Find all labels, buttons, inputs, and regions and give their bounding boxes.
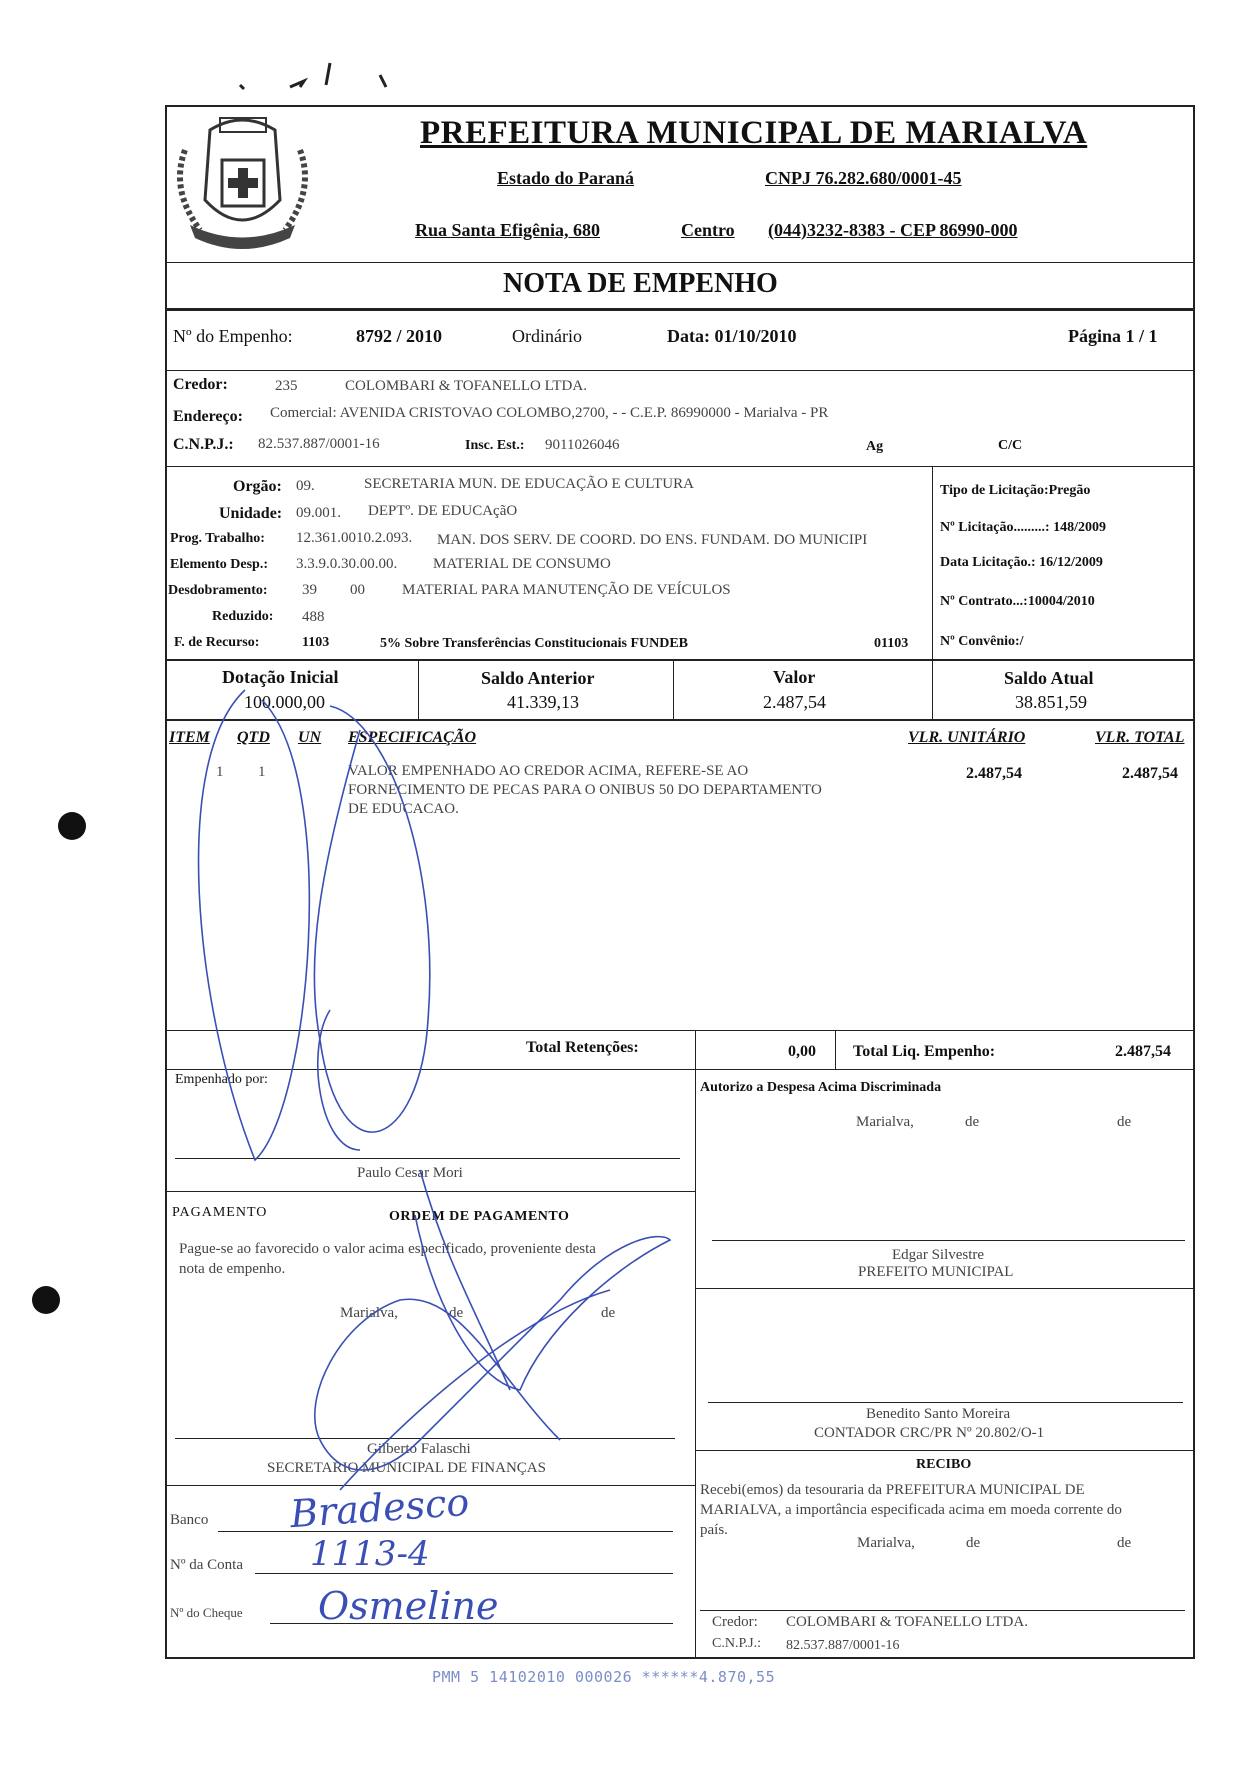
- contrato-numero: Nº Contrato...:10004/2010: [940, 594, 1095, 609]
- valor-label: Valor: [773, 667, 816, 687]
- credor-name: COLOMBARI & TOFANELLO LTDA.: [345, 378, 587, 394]
- valor-value: 2.487,54: [763, 692, 826, 712]
- handwritten-conta: 1113-4: [310, 1534, 430, 1574]
- col-total-header: VLR. TOTAL: [1095, 729, 1185, 746]
- col-qtd-header: QTD: [237, 729, 270, 746]
- pague-line1: Pague-se ao favorecido o valor acima especificado, proveniente desta: [179, 1241, 596, 1257]
- empenhado-label: Empenhado por:: [175, 1072, 268, 1087]
- licitacao-data: Data Licitação.: 16/12/2009: [940, 555, 1103, 570]
- dotacao-inicial-label: Dotação Inicial: [222, 667, 339, 687]
- cheque-label: Nº do Cheque: [170, 1605, 243, 1620]
- unidade-name: DEPTº. DE EDUCAçãO: [368, 503, 518, 519]
- scan-marks: [230, 55, 410, 95]
- prefeito-title: PREFEITO MUNICIPAL: [858, 1264, 1014, 1280]
- recibo-de1: de: [966, 1535, 981, 1551]
- saldo-anterior-value: 41.339,13: [507, 692, 579, 712]
- orgao-label: Orgão:: [233, 478, 282, 495]
- recibo-line1: Recebi(emos) da tesouraria da PREFEITURA MUNICIPAL DE: [700, 1482, 1085, 1498]
- desd-sub: 00: [350, 582, 365, 598]
- recurso-name: 5% Sobre Transferências Constitucionais FUNDEB: [380, 636, 689, 651]
- autorizo-de2: de: [1117, 1114, 1132, 1130]
- dotacao-inicial-value: 100.000,00: [244, 692, 325, 712]
- desd-name: MATERIAL PARA MANUTENÇÃO DE VEÍCULOS: [402, 582, 731, 598]
- convenio-numero: Nº Convênio:/: [940, 634, 1024, 649]
- col-un-header: UN: [298, 729, 322, 746]
- prog-code: 12.361.0010.2.093.: [296, 530, 413, 546]
- address-label: Endereço:: [173, 408, 243, 425]
- punch-hole-bottom: [32, 1286, 60, 1314]
- credor-label: Credor:: [173, 376, 228, 393]
- empenho-number: 8792 / 2010: [356, 326, 443, 346]
- item-desc-line1: VALOR EMPENHADO AO CREDOR ACIMA, REFERE-SE AO: [348, 763, 749, 779]
- saldo-atual-label: Saldo Atual: [1004, 668, 1094, 688]
- recibo-line2: MARIALVA, a importância especificada acima em moeda corrente do: [700, 1502, 1122, 1518]
- unidade-code: 09.001.: [296, 505, 341, 521]
- total-retencoes-value: 0,00: [788, 1043, 816, 1060]
- item-unit-value: 2.487,54: [966, 765, 1022, 782]
- street-label: Rua Santa Efigênia, 680: [415, 220, 601, 240]
- recibo-credor: COLOMBARI & TOFANELLO LTDA.: [786, 1614, 1028, 1630]
- elem-name: MATERIAL DE CONSUMO: [433, 556, 611, 572]
- pague-line2: nota de empenho.: [179, 1261, 286, 1277]
- empenhado-name: Paulo Cesar Mori: [357, 1165, 463, 1181]
- empenho-date: Data: 01/10/2010: [667, 326, 797, 346]
- item-qtd: 1: [258, 764, 266, 780]
- recurso-code2: 01103: [874, 636, 909, 651]
- banco-label: Banco: [170, 1512, 209, 1528]
- phone-cep-label: (044)3232-8383 - CEP 86990-000: [768, 220, 1018, 240]
- item-desc-line3: DE EDUCACAO.: [348, 801, 459, 817]
- prefeito-name: Edgar Silvestre: [892, 1247, 985, 1263]
- empenho-label: Nº do Empenho:: [173, 326, 293, 346]
- desd-label: Desdobramento:: [168, 583, 268, 598]
- doc-title: NOTA DE EMPENHO: [503, 268, 778, 299]
- unidade-label: Unidade:: [219, 505, 283, 522]
- total-liq-label: Total Liq. Empenho:: [853, 1043, 996, 1060]
- empenho-type: Ordinário: [512, 326, 582, 346]
- desd-code: 39: [302, 582, 317, 598]
- page-title: PREFEITURA MUNICIPAL DE MARIALVA: [420, 115, 1088, 151]
- recibo-title: RECIBO: [916, 1457, 972, 1472]
- cnpj-label: CNPJ 76.282.680/0001-45: [765, 168, 962, 188]
- autorizo-place: Marialva,: [856, 1114, 914, 1130]
- orgao-code: 09.: [296, 478, 315, 494]
- pagamento-label: PAGAMENTO: [172, 1205, 268, 1220]
- contador-title: CONTADOR CRC/PR Nº 20.802/O-1: [814, 1425, 1045, 1441]
- total-liq-value: 2.487,54: [1115, 1043, 1171, 1060]
- pague-de1: de: [449, 1305, 464, 1321]
- contador-name: Benedito Santo Moreira: [866, 1406, 1011, 1422]
- district-label: Centro: [681, 220, 735, 240]
- elem-label: Elemento Desp.:: [170, 557, 268, 572]
- recibo-credor-label: Credor:: [712, 1614, 758, 1630]
- recibo-cnpj: 82.537.887/0001-16: [786, 1638, 900, 1653]
- item-number: 1: [216, 764, 224, 780]
- reduzido-label: Reduzido:: [212, 609, 274, 624]
- state-label: Estado do Paraná: [497, 168, 635, 188]
- item-total-value: 2.487,54: [1122, 765, 1178, 782]
- orgao-name: SECRETARIA MUN. DE EDUCAÇÃO E CULTURA: [364, 476, 694, 492]
- col-unit-header: VLR. UNITÁRIO: [908, 729, 1026, 746]
- saldo-anterior-label: Saldo Anterior: [481, 668, 595, 688]
- recibo-place: Marialva,: [857, 1535, 915, 1551]
- handwritten-cheque: Osmeline: [318, 1584, 499, 1628]
- payment-stamp: PMM 5 14102010 000026 ******4.870,55: [432, 1668, 776, 1686]
- cc-label: C/C: [998, 438, 1023, 453]
- conta-label: Nº da Conta: [170, 1557, 243, 1573]
- licitacao-numero: Nº Licitação.........: 148/2009: [940, 520, 1106, 535]
- punch-hole-top: [58, 812, 86, 840]
- insc-value: 9011026046: [545, 437, 620, 453]
- credor-cnpj-label: C.N.P.J.:: [173, 436, 234, 453]
- col-item-header: ITEM: [169, 729, 210, 746]
- pague-place: Marialva,: [340, 1305, 398, 1321]
- saldo-atual-value: 38.851,59: [1015, 692, 1087, 712]
- reduzido-code: 488: [302, 609, 325, 625]
- secretario-name: Gilberto Falaschi: [367, 1441, 471, 1457]
- municipal-crest-icon: [170, 110, 315, 255]
- recurso-label: F. de Recurso:: [174, 635, 260, 650]
- recurso-code: 1103: [302, 635, 330, 650]
- ordem-label: ORDEM DE PAGAMENTO: [389, 1209, 570, 1224]
- credor-code: 235: [275, 378, 298, 394]
- total-retencoes-label: Total Retenções:: [526, 1039, 639, 1056]
- recibo-cnpj-label: C.N.P.J.:: [712, 1636, 762, 1651]
- col-espec-header: ESPECIFICAÇÃO: [348, 729, 477, 746]
- secretario-title: SECRETARIO MUNICIPAL DE FINANÇAS: [267, 1460, 546, 1476]
- handwritten-banco: Bradesco: [288, 1479, 471, 1537]
- autorizo-de1: de: [965, 1114, 980, 1130]
- page-number: Página 1 / 1: [1068, 326, 1158, 346]
- prog-label: Prog. Trabalho:: [170, 531, 265, 546]
- credor-cnpj: 82.537.887/0001-16: [258, 436, 380, 452]
- item-desc-line2: FORNECIMENTO DE PECAS PARA O ONIBUS 50 DO DEPARTAMENTO: [348, 782, 822, 798]
- autorizo-label: Autorizo a Despesa Acima Discriminada: [700, 1080, 942, 1095]
- credor-address: Comercial: AVENIDA CRISTOVAO COLOMBO,2700, - - C.E.P. 86990000 - Marialva - PR: [270, 405, 829, 421]
- insc-label: Insc. Est.:: [465, 438, 525, 453]
- ag-label: Ag: [866, 439, 884, 454]
- recibo-line3: país.: [700, 1522, 728, 1538]
- pague-de2: de: [601, 1305, 616, 1321]
- licitacao-tipo: Tipo de Licitação:Pregão: [940, 483, 1091, 498]
- prog-name: MAN. DOS SERV. DE COORD. DO ENS. FUNDAM. DO MUNICIPI: [437, 532, 868, 548]
- elem-code: 3.3.9.0.30.00.00.: [296, 556, 398, 572]
- recibo-de2: de: [1117, 1535, 1132, 1551]
